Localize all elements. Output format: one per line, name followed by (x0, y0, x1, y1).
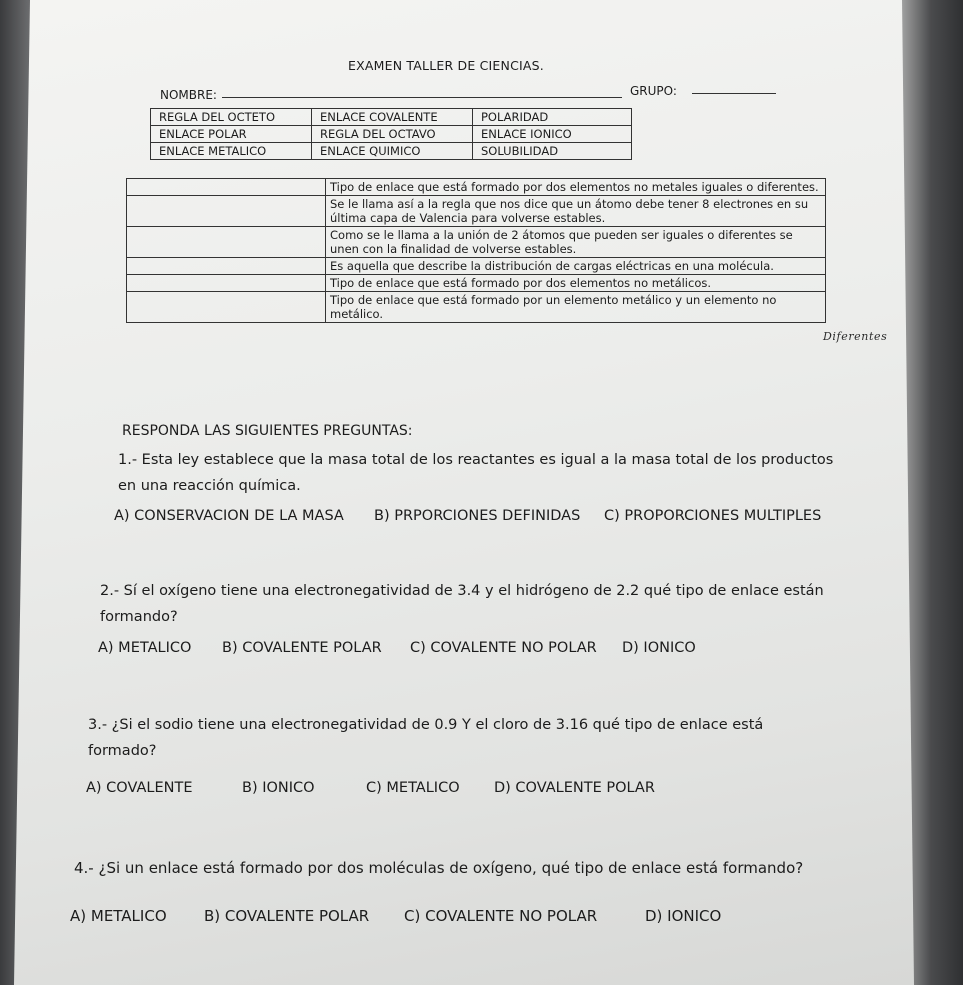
answer-cell[interactable] (127, 196, 326, 227)
question-4-option-d[interactable]: D) IONICO (645, 907, 722, 925)
question-1-option-c[interactable]: C) PROPORCIONES MULTIPLES (604, 508, 822, 524)
question-2-option-b[interactable]: B) COVALENTE POLAR (222, 640, 382, 656)
handwritten-note: Diferentes (823, 330, 888, 343)
definition-text: Se le llama así a la regla que nos dice que un átomo debe tener 8 electrones en su última capa de Valencia para volverse estables. (326, 196, 826, 227)
word-bank-table (150, 108, 632, 160)
word-bank-cell: ENLACE IONICO (473, 126, 632, 143)
answer-cell[interactable] (127, 258, 326, 275)
section-title: RESPONDA LAS SIGUIENTES PREGUNTAS: (122, 423, 413, 439)
grupo-field[interactable] (692, 93, 776, 94)
question-4-text: 4.- ¿Si un enlace está formado por dos moléculas de oxígeno, qué tipo de enlace está formando? (74, 859, 804, 877)
question-4-option-b[interactable]: B) COVALENTE POLAR (204, 907, 370, 925)
definition-text: Tipo de enlace que está formado por dos elementos no metales iguales o diferentes. (326, 179, 826, 196)
answer-cell[interactable] (127, 292, 326, 323)
question-2-text: 2.- Sí el oxígeno tiene una electronegatividad de 3.4 y el hidrógeno de 2.2 qué tipo de enlace están formando? (100, 583, 824, 625)
word-bank-cell: REGLA DEL OCTAVO (312, 126, 473, 143)
word-bank-cell: ENLACE POLAR (151, 126, 312, 143)
question-4-option-c[interactable]: C) COVALENTE NO POLAR (404, 907, 598, 925)
question-4-option-a[interactable]: A) METALICO (70, 907, 167, 925)
question-1-text: 1.- Esta ley establece que la masa total de los reactantes es igual a la masa total de los productos en una reacción química. (118, 452, 834, 494)
definition-text: Tipo de enlace que está formado por dos elementos no metálicos. (326, 275, 826, 292)
word-bank-row (151, 126, 632, 143)
question-2-option-c[interactable]: C) COVALENTE NO POLAR (410, 640, 597, 656)
question-2-option-a[interactable]: A) METALICO (98, 640, 192, 656)
question-3-option-b[interactable]: B) IONICO (242, 780, 315, 796)
word-bank-cell: SOLUBILIDAD (473, 143, 632, 160)
definition-text: Es aquella que describe la distribución de cargas eléctricas en una molécula. (326, 258, 826, 275)
definition-row (127, 227, 826, 258)
word-bank-cell: ENLACE COVALENTE (312, 109, 473, 126)
nombre-label: NOMBRE: (160, 88, 217, 102)
word-bank-cell: REGLA DEL OCTETO (151, 109, 312, 126)
question-3-text: 3.- ¿Si el sodio tiene una electronegatividad de 0.9 Y el cloro de 3.16 qué tipo de enlace está formado? (88, 717, 764, 759)
answer-cell[interactable] (127, 179, 326, 196)
word-bank-cell: POLARIDAD (473, 109, 632, 126)
definition-row (127, 258, 826, 275)
definition-row (127, 179, 826, 196)
answer-cell[interactable] (127, 227, 326, 258)
exam-title: EXAMEN TALLER DE CIENCIAS. (348, 58, 544, 73)
question-3-option-c[interactable]: C) METALICO (366, 780, 460, 796)
word-bank-cell: ENLACE METALICO (151, 143, 312, 160)
definition-row (127, 292, 826, 323)
question-3-option-a[interactable]: A) COVALENTE (86, 780, 193, 796)
definitions-table (126, 178, 826, 323)
nombre-field[interactable] (222, 97, 622, 98)
definition-row (127, 275, 826, 292)
definition-row (127, 196, 826, 227)
question-2-option-d[interactable]: D) IONICO (622, 640, 696, 656)
word-bank-cell: ENLACE QUIMICO (312, 143, 473, 160)
definition-text: Como se le llama a la unión de 2 átomos que pueden ser iguales o diferentes se unen con la finalidad de volverse estables. (326, 227, 826, 258)
word-bank-row (151, 143, 632, 160)
word-bank-row (151, 109, 632, 126)
question-1-option-a[interactable]: A) CONSERVACION DE LA MASA (114, 508, 344, 524)
question-1-option-b[interactable]: B) PRPORCIONES DEFINIDAS (374, 508, 581, 524)
answer-cell[interactable] (127, 275, 326, 292)
definition-text: Tipo de enlace que está formado por un elemento metálico y un elemento no metálico. (326, 292, 826, 323)
grupo-label: GRUPO: (630, 84, 677, 98)
question-3-option-d[interactable]: D) COVALENTE POLAR (494, 780, 655, 796)
